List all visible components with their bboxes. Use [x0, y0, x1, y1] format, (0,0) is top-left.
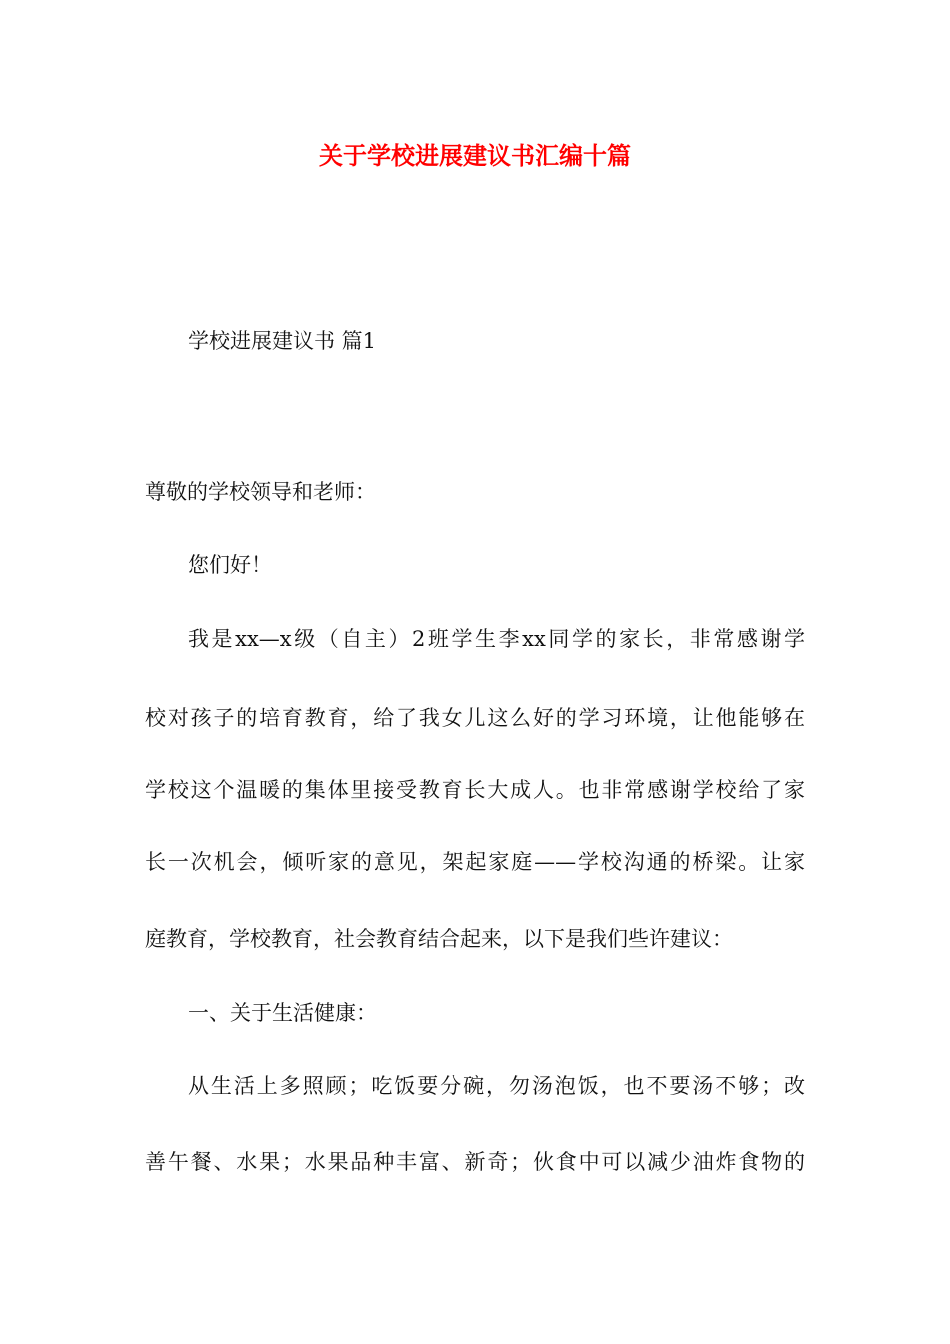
- subheading-health: 一、关于生活健康：: [188, 1001, 377, 1025]
- body-line-4: 长一次机会，倾听家的意见，架起家庭——学校沟通的桥梁。让家: [145, 850, 805, 874]
- body-line-2: 校对孩子的培育教育，给了我女儿这么好的学习环境，让他能够在: [145, 706, 805, 730]
- para2-line-1: 从生活上多照顾；吃饭要分碗，勿汤泡饭，也不要汤不够；改: [188, 1074, 805, 1098]
- para2-line-2: 善午餐、水果；水果品种丰富、新奇；伙食中可以减少油炸食物的: [145, 1150, 805, 1174]
- body-line-3: 学校这个温暖的集体里接受教育长大成人。也非常感谢学校给了家: [145, 778, 805, 802]
- document-title: 关于学校进展建议书汇编十篇: [319, 141, 631, 170]
- greeting: 您们好！: [188, 553, 272, 577]
- salutation: 尊敬的学校领导和老师：: [145, 480, 376, 504]
- section-heading: 学校进展建议书 篇1: [188, 329, 377, 353]
- body-line-1: 我是xx—x级（自主）2班学生李xx同学的家长，非常感谢学: [188, 627, 805, 651]
- body-line-5: 庭教育，学校教育，社会教育结合起来，以下是我们些许建议：: [145, 927, 733, 951]
